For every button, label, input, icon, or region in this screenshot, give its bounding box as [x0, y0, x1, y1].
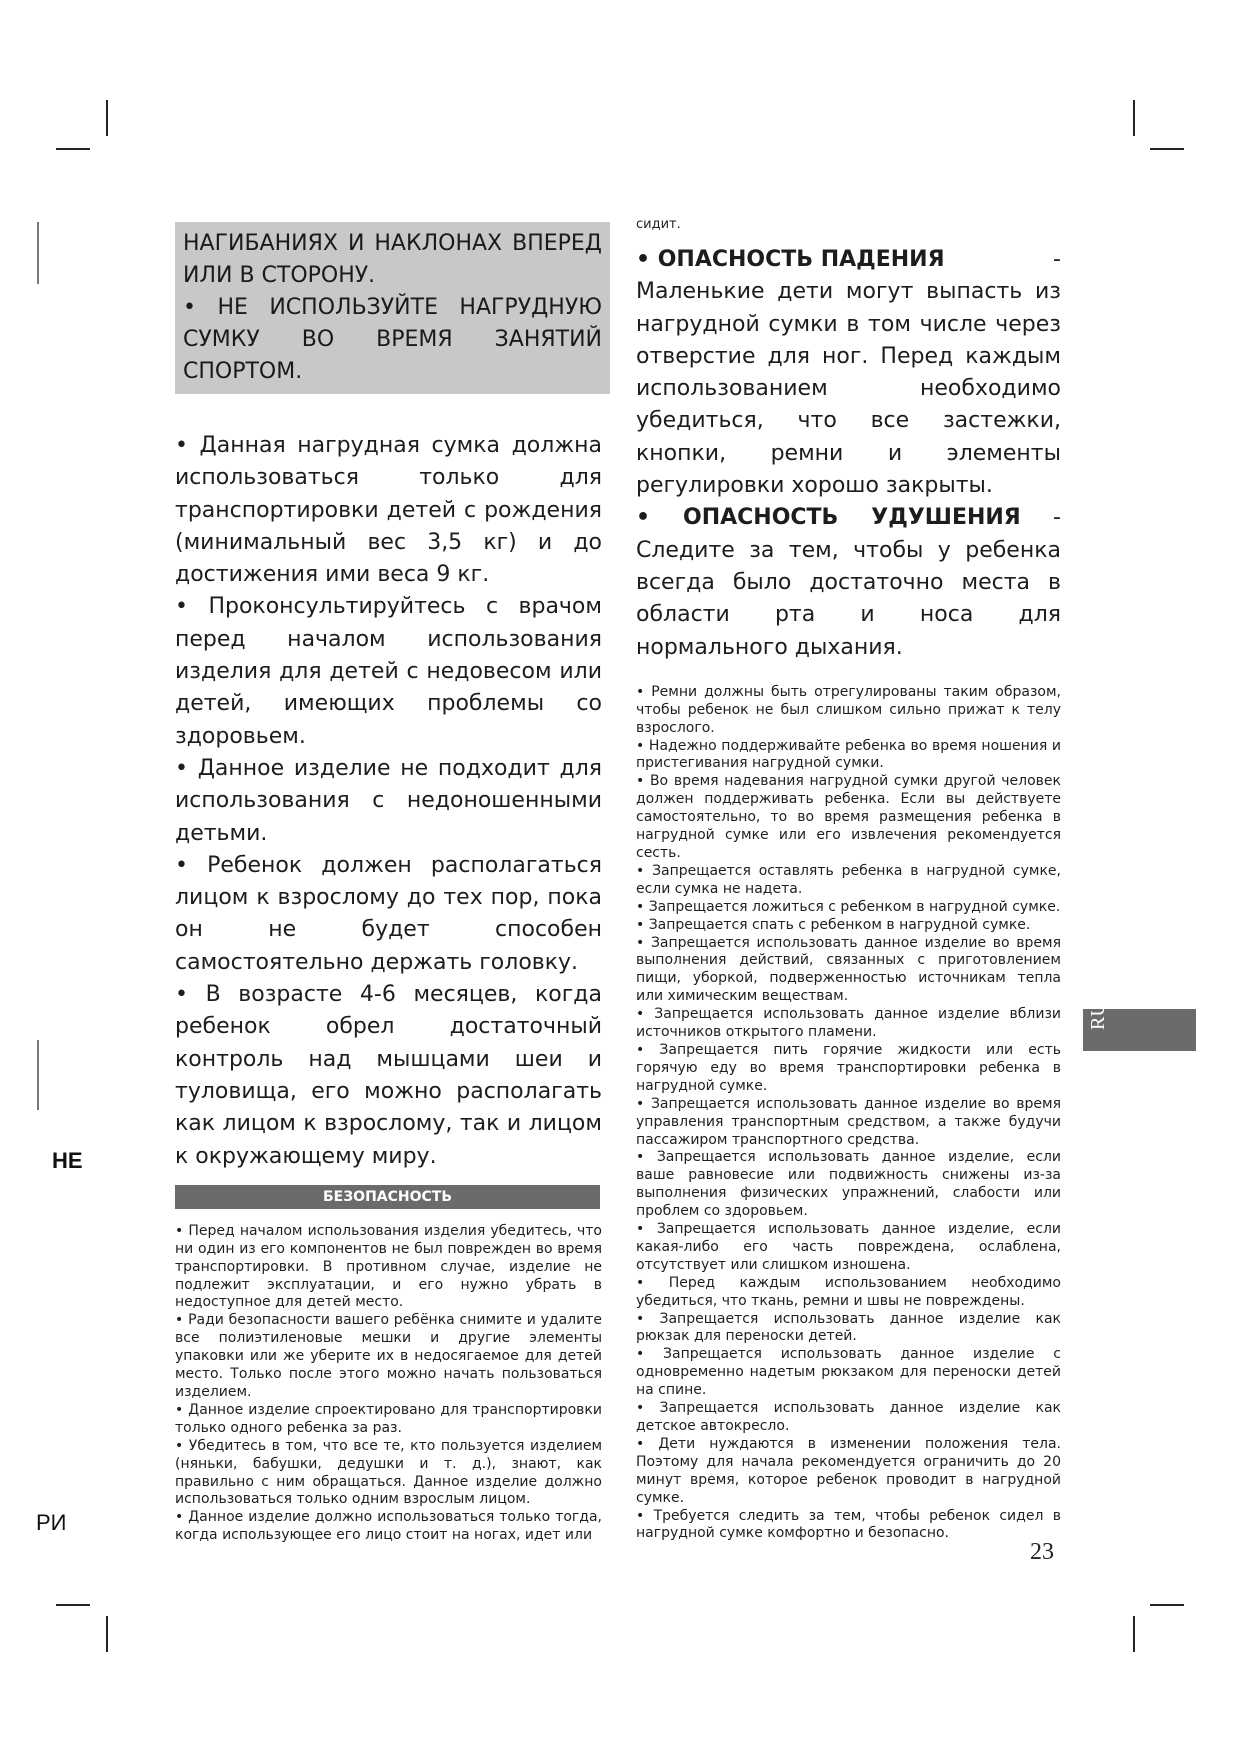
fall-hazard-text: Маленькие дети могут выпасть из нагрудной сумки в том числе через отверстие для ног. Перед каждым использованием необходимо убедиться, что все застежки, кнопки, ремни и элементы регулировки хорошо закрыты. [636, 279, 1061, 499]
warnings-list [636, 684, 1061, 1544]
page-number: 23 [1030, 1539, 1054, 1565]
paragraph: • В возрасте 4-6 месяцев, когда ребенок обрел достаточный контроль над мышцами шеи и туловища, его можно располагать как лицом к взрослому, так и лицом к окружающему миру. [175, 982, 602, 1169]
crop-mark [106, 100, 108, 136]
list-item: • Требуется следить за тем, чтобы ребенок сидел в нагрудной сумке комфортно и безопасно. [636, 1507, 1061, 1542]
list-item: • Запрещается использовать данное изделие, если какая-либо его часть повреждена, ослаблена, отсутствует или слишком изношена. [636, 1221, 1061, 1273]
suffocation-hazard-title: • ОПАСНОСТЬ УДУШЕНИЯ [636, 505, 1021, 531]
list-item: • Надежно поддерживайте ребенка во время ношения и пристегивания нагрудной сумки. [636, 737, 1061, 772]
list-item: • Ради безопасности вашего ребёнка снимите и удалите все полиэтиленовые мешки и другие элементы упаковки или же уберите их в недосягаемое для детей место. Только после этого можно начать пользоваться изделием. [175, 1312, 602, 1400]
warning-line-2: • НЕ ИСПОЛЬЗУЙТЕ НАГРУДНУЮ СУМКУ ВО ВРЕМЯ ЗАНЯТИЙ СПОРТОМ. [183, 295, 602, 384]
list-item: • Запрещается использовать данное изделие, если ваше равновесие или подвижность снижены из-за выполнения физических упражнений, слабости или проблем со здоровьем. [636, 1149, 1061, 1220]
suffocation-hazard [636, 502, 1061, 663]
paragraph: • Данная нагрудная сумка должна использоваться только для транспортировки детей с рождения (минимальный вес 3,5 кг) и до достижения ими веса 9 кг. [175, 433, 602, 588]
edge-line [37, 1040, 39, 1110]
list-item: • Запрещается оставлять ребенка в нагрудной сумке, если сумка не надета. [636, 862, 1061, 897]
list-item: • Запрещается использовать данное изделие во время управления транспортным средством, а также будучи пассажиром транспортного средства. [636, 1095, 1061, 1148]
crop-mark [1150, 1604, 1184, 1606]
crop-mark [1133, 100, 1135, 136]
list-item: • Запрещается ложиться с ребенком в нагрудной сумке. [636, 898, 1061, 915]
safety-list [175, 1223, 602, 1545]
edge-line [37, 222, 39, 284]
safety-heading: БЕЗОПАСНОСТЬ [175, 1185, 600, 1209]
list-item: • Дети нуждаются в изменении положения тела. Поэтому для начала рекомендуется ограничить до 20 минут время, которое ребенок проводит в нагрудной сумке. [636, 1435, 1061, 1506]
list-item: • Запрещается пить горячие жидкости или есть горячую еду во время транспортировки ребенка в нагрудной сумке. [636, 1041, 1061, 1094]
list-item: • Запрещается использовать данное изделие с одновременно надетым рюкзаком для переноски детей на спине. [636, 1346, 1061, 1399]
list-item: • Во время надевания нагрудной сумки другой человек должен поддерживать ребенка. Если вы действуете самостоятельно, то во время размещения ребенка в нагрудной сумке или его извлечения рекомендуется сесть. [636, 773, 1061, 862]
list-item: • Запрещается использовать данное изделие как рюкзак для переноски детей. [636, 1310, 1061, 1345]
fall-hazard-title: • ОПАСНОСТЬ ПАДЕНИЯ [636, 247, 945, 272]
crop-mark [56, 148, 90, 150]
left-paragraphs [175, 430, 602, 1173]
paragraph: • Проконсультируйтесь с врачом перед началом использования изделия для детей с недовесом или детей, имеющих проблемы со здоровьем. [175, 594, 602, 749]
warning-line-1: НАГИБАНИЯХ И НАКЛОНАХ ВПЕРЕД ИЛИ В СТОРОНУ. [183, 231, 602, 288]
crop-mark [106, 1616, 108, 1652]
paragraph: • Данное изделие не подходит для использования с недоношенными детьми. [175, 755, 602, 846]
fall-hazard [636, 244, 1061, 502]
suffocation-hazard-text: - Следите за тем, чтобы у ребенка всегда было достаточно места в области рта и носа для нормального дыхания. [636, 505, 1061, 660]
continuation-text: сидит. [636, 217, 681, 232]
crop-mark [1133, 1616, 1135, 1652]
list-item: • Перед каждым использованием необходимо убедиться, что ткань, ремни и швы не повреждены. [636, 1274, 1061, 1309]
language-tab [1083, 1002, 1196, 1051]
fall-hazard-dash: - [1053, 247, 1061, 272]
warning-box [175, 222, 610, 394]
list-item: • Запрещается использовать данное изделие вблизи источников открытого пламени. [636, 1006, 1061, 1041]
edge-text-ne: НЕ [52, 1148, 83, 1173]
list-item: • Убедитесь в том, что все те, кто пользуется изделием (няньки, бабушки, дедушки и т. д.), знают, как правильно с ним обращаться. Данное изделие должно использоваться только одним взрослым лицом. [175, 1437, 602, 1508]
left-column [175, 222, 602, 1545]
list-item: • Данное изделие спроектировано для транспортировки только одного ребенка за раз. [175, 1401, 602, 1436]
paragraph: • Ребенок должен располагаться лицом к взрослому до тех пор, пока он не будет способен самостоятельно держать головку. [175, 852, 602, 975]
edge-text-ri: РИ [36, 1510, 67, 1535]
list-item: • Ремни должны быть отрегулированы таким образом, чтобы ребенок не был слишком сильно прижат к телу взрослого. [636, 683, 1061, 736]
list-item: • Запрещается спать с ребенком в нагрудной сумке. [636, 916, 1031, 933]
crop-mark [1150, 148, 1184, 150]
list-item: • Запрещается использовать данное изделие как детское автокресло. [636, 1400, 1061, 1435]
crop-mark [56, 1604, 90, 1606]
list-item: • Запрещается использовать данное изделие во время выполнения действий, связанных с приготовлением пищи, уборкой, подверженностью источникам тепла или химическим веществам. [636, 934, 1061, 1005]
hazard-paragraphs [636, 244, 1061, 664]
language-tab-label: RU [1087, 1002, 1109, 1030]
list-item: • Перед началом использования изделия убедитесь, что ни один из его компонентов не был поврежден во время транспортировки. В противном случае, изделие не подлежит эксплуатации, и его нужно убрать в недоступное для детей место. [175, 1222, 602, 1311]
list-item: • Данное изделие должно использоваться только тогда, когда использующее его лицо стоит на ногах, идет или [175, 1509, 602, 1544]
right-column [636, 216, 1061, 1543]
